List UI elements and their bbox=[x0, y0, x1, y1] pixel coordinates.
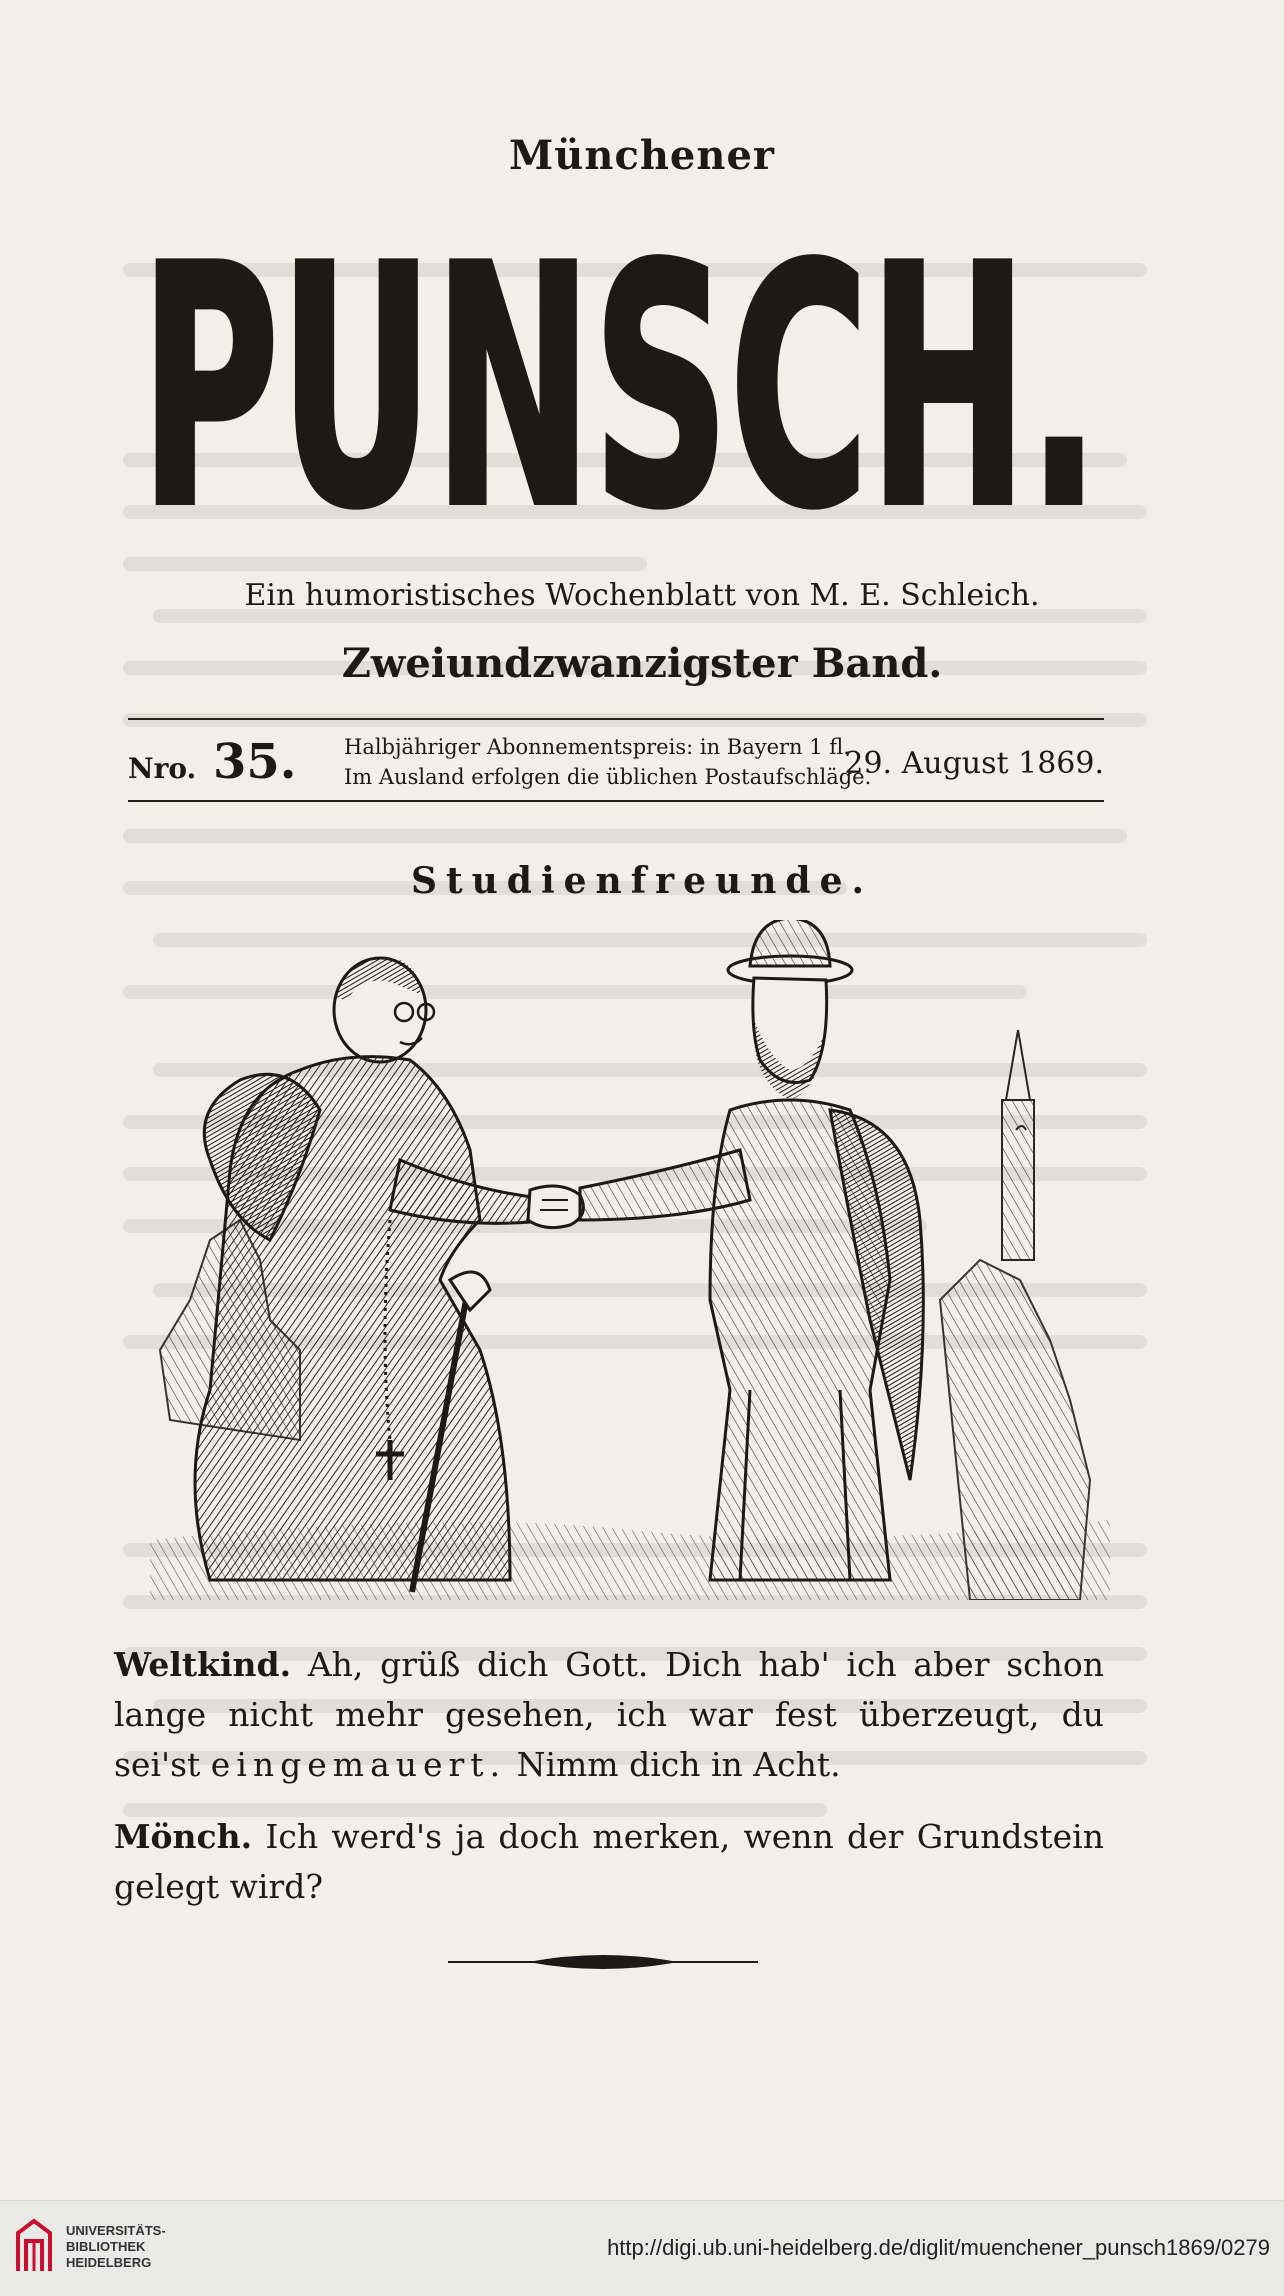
handshake bbox=[528, 1186, 583, 1228]
closing-ornament bbox=[448, 1950, 758, 1974]
price-line-2: Im Ausland erfolgen die üblichen Postaufschläge. bbox=[344, 765, 872, 789]
masthead-title bbox=[130, 210, 1110, 510]
source-url-link[interactable]: http://digi.ub.uni-heidelberg.de/diglit/muenchener_punsch1869/0279 bbox=[607, 2235, 1270, 2260]
library-name-line-1: UNIVERSITÄTS- bbox=[66, 2223, 166, 2238]
monk-figure bbox=[195, 958, 550, 1592]
issue-info-row bbox=[128, 728, 1104, 800]
dialogue-paragraph-moench bbox=[114, 1812, 1104, 1912]
issue-number bbox=[128, 734, 297, 790]
price-line-1: Halbjähriger Abonnementspreis: in Bayern 1 fl. bbox=[344, 735, 850, 759]
dialogue-text-weltkind-end: Nimm dich in Acht. bbox=[516, 1745, 841, 1784]
dialogue-text-weltkind: Ah, grüß dich Gott. Dich hab' ich aber schon lange nicht mehr gesehen, ich war fest überzeugt, du sei'st bbox=[114, 1645, 1104, 1784]
speaker-weltkind: Weltkind. bbox=[114, 1645, 292, 1684]
article-title: Studienfreunde. bbox=[410, 860, 874, 902]
masthead-subtitle: Ein humoristisches Wochenblatt von M. E. Schleich. bbox=[244, 578, 1040, 613]
top-rule bbox=[128, 718, 1104, 720]
digitization-footer bbox=[0, 2200, 1284, 2296]
library-name-line-2: BIBLIOTHEK bbox=[66, 2239, 146, 2254]
volume-label: Zweiundzwanzigster Band. bbox=[341, 640, 943, 687]
masthead-title-text: PUNSCH. bbox=[140, 210, 1100, 510]
issue-number-value: 35. bbox=[213, 734, 297, 790]
masthead-city: Münchener bbox=[509, 132, 775, 179]
church-tower bbox=[1002, 1030, 1034, 1260]
library-name-line-3: HEIDELBERG bbox=[66, 2255, 152, 2270]
university-library-logo-icon bbox=[14, 2217, 54, 2275]
dialogue-paragraph-weltkind bbox=[114, 1640, 1104, 1790]
bottom-rule bbox=[128, 800, 1104, 802]
dialogue-emphasis-weltkind: eingemauert. bbox=[210, 1745, 507, 1784]
issue-date: 29. August 1869. bbox=[844, 746, 1104, 781]
speaker-moench: Mönch. bbox=[114, 1817, 253, 1856]
subscription-price bbox=[344, 732, 871, 792]
worldly-man-figure bbox=[580, 920, 923, 1580]
library-name bbox=[66, 2223, 166, 2271]
dialogue-text-moench: Ich werd's ja doch merken, wenn der Grundstein gelegt wird? bbox=[114, 1817, 1104, 1906]
woodcut-illustration bbox=[150, 920, 1110, 1600]
issue-number-prefix: Nro. bbox=[128, 752, 197, 785]
